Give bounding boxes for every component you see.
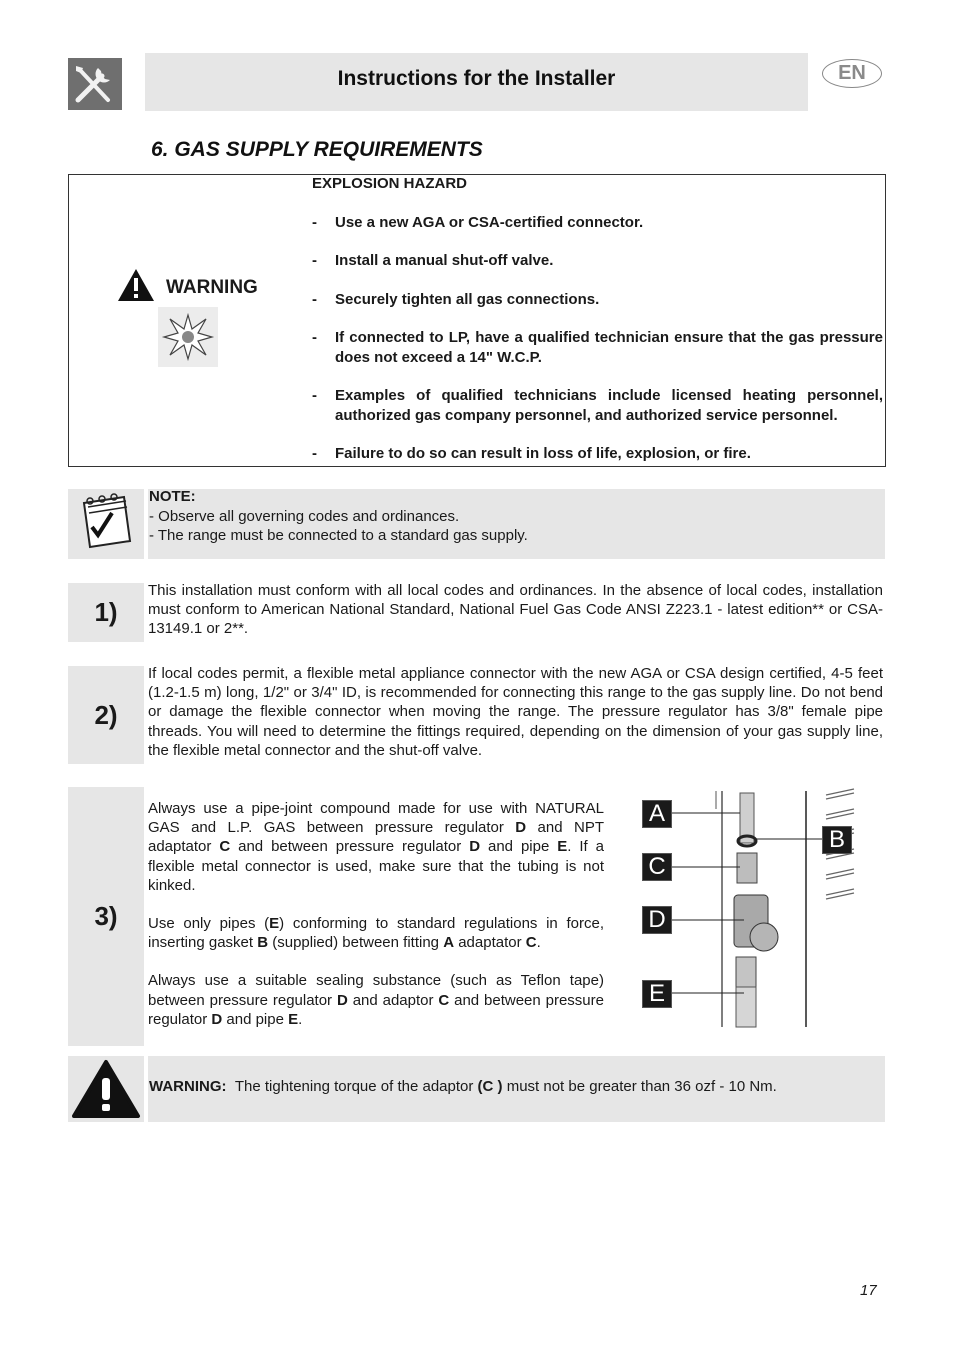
exclamation-triangle-icon bbox=[68, 1056, 144, 1122]
warning-item: - If connected to LP, have a qualified technician ensure that the gas pressure does not exceed a 14" W.C.P. bbox=[312, 329, 883, 366]
step-2-number: 2) bbox=[68, 666, 144, 764]
step-1-number: 1) bbox=[68, 583, 144, 642]
step-3-number: 3) bbox=[68, 787, 144, 1046]
explosion-icon bbox=[158, 307, 218, 372]
callout-e: E bbox=[642, 980, 672, 1008]
bottom-warning-text: WARNING: The tightening torque of the adaptor (C ) must not be greater than 36 ozf - 10 Nm. bbox=[149, 1078, 777, 1095]
callout-a: A bbox=[642, 800, 672, 828]
notepad-icon bbox=[68, 489, 144, 559]
warning-item: - Use a new AGA or CSA-certified connector. bbox=[312, 213, 644, 231]
warning-label: WARNING bbox=[166, 277, 258, 298]
page-header-title: Instructions for the Installer bbox=[337, 67, 616, 90]
warning-item: - Failure to do so can result in loss of life, explosion, or fire. bbox=[312, 445, 751, 462]
bottom-warning-icon-cell bbox=[68, 1056, 144, 1122]
note-title: NOTE: bbox=[149, 488, 196, 505]
warning-item: - Examples of qualified technicians include licensed heating personnel, authorized gas company personnel, and authorized service personnel. bbox=[312, 387, 883, 424]
note-line: - The range must be connected to a standard gas supply. bbox=[149, 527, 528, 544]
callout-d: D bbox=[642, 906, 672, 934]
warning-item: - Securely tighten all gas connections. bbox=[312, 290, 600, 308]
section-title: 6. GAS SUPPLY REQUIREMENTS bbox=[151, 138, 483, 161]
step-2-text: If local codes permit, a flexible metal appliance connector with the new AGA or CSA design certified, 4-5 feet (1.2-1.5 m) long, 1/2" or 3/4" ID, is recommended for connecting this range to the gas supply line. Do not bend or damage the flexible connector when moving the range. The pressure regulator has 3/8" female pipe threads. You will need to determine the fittings required, depending on the dimension of your gas supply line, the flexible metal connector and the shut-off valve. bbox=[148, 665, 883, 759]
step-3-text bbox=[148, 799, 604, 1029]
step-3-paragraph-2: Use only pipes (E) conforming to standard regulations in force, inserting gasket B (supplied) between fitting A adaptator C. bbox=[148, 915, 604, 952]
note-text bbox=[149, 487, 528, 546]
hazard-title: EXPLOSION HAZARD bbox=[312, 175, 468, 192]
step-3-paragraph-3: Always use a suitable sealing substance (such as Teflon tape) between pressure regulator D and adaptor C and between pressure regulator D and pipe E. bbox=[148, 972, 604, 1028]
tools-icon bbox=[68, 58, 122, 110]
page-number: 17 bbox=[860, 1282, 877, 1299]
step-1-text: This installation must conform with all local codes and ordinances. In the absence of local codes, installation must conform to American National Standard, National Fuel Gas Code ANSI Z223.1 - latest edition** or CSA-13149.1 or 2**. bbox=[148, 582, 883, 638]
warning-item: - Install a manual shut-off valve. bbox=[312, 252, 554, 269]
callout-b: B bbox=[822, 826, 852, 854]
language-badge: EN bbox=[822, 59, 882, 88]
warning-content bbox=[312, 174, 883, 483]
note-icon-cell bbox=[68, 489, 144, 559]
step-3-paragraph-1: Always use a pipe-joint compound made for use with NATURAL GAS and L.P. GAS between pressure regulator D and NPT adaptator C and between pressure regulator D and pipe E. If a flexible metal connector is used, make sure that the tubing is not kinked. bbox=[148, 800, 604, 894]
callout-c: C bbox=[642, 853, 672, 881]
bottom-warning-label: WARNING: bbox=[149, 1078, 227, 1095]
gas-fitting-diagram bbox=[636, 787, 886, 1032]
warning-triangle-icon bbox=[117, 267, 155, 308]
note-line: - Observe all governing codes and ordinances. bbox=[149, 507, 460, 525]
